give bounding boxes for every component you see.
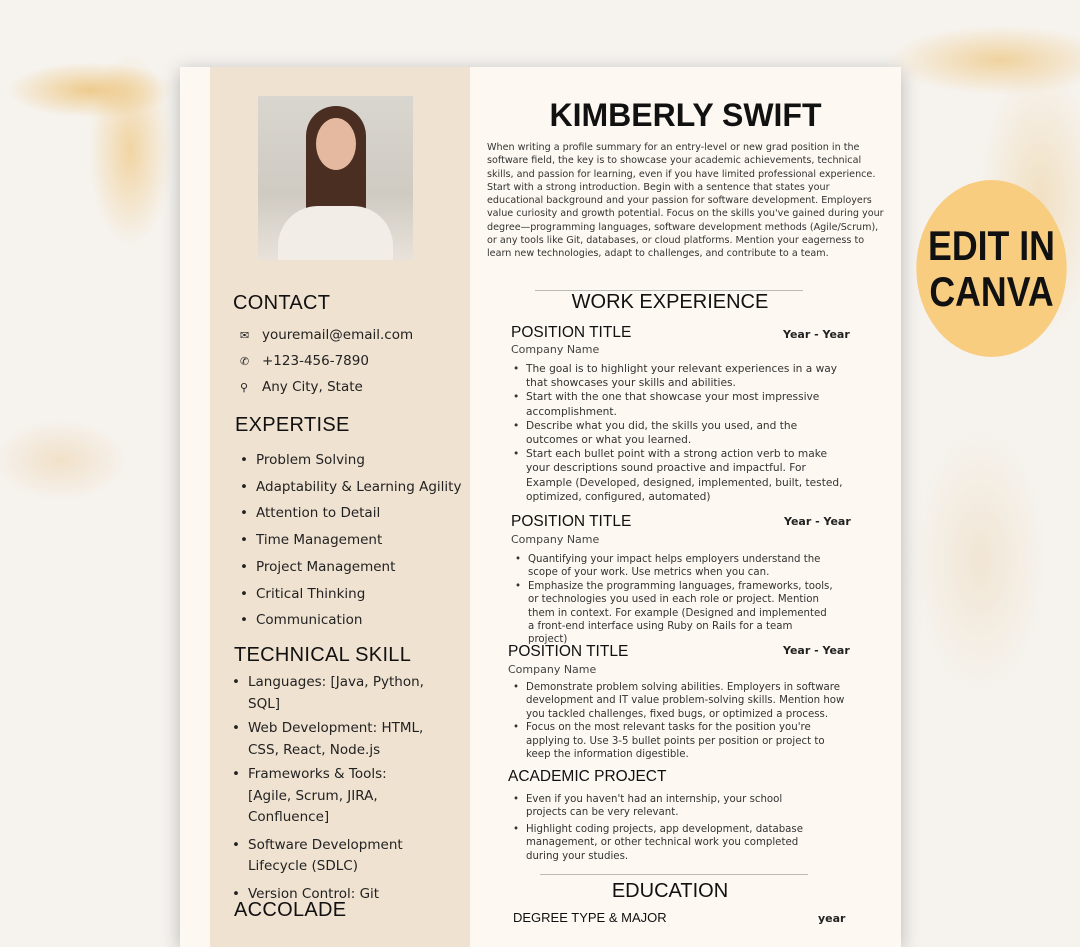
job-bullets xyxy=(511,681,846,761)
contact-email: youremail@email.com xyxy=(262,327,414,343)
profile-photo xyxy=(258,96,413,260)
location-pin-icon: ⚲ xyxy=(240,381,249,394)
technical-skill-heading: TECHNICAL SKILL xyxy=(234,644,412,666)
education-heading: EDUCATION xyxy=(611,880,729,902)
edit-in-canva-badge xyxy=(916,180,1066,357)
list-item: • Start each bullet point with a strong action verb to make your descriptions sound proactive and impactful. For Example (Developed, designed, implemented, built, tested, optimized, configured, automated) xyxy=(511,447,851,504)
accolade-heading: ACCOLADE xyxy=(234,899,347,921)
list-item: • Emphasize the programming languages, frameworks, tools, or technologies you used in each role or project. Mention them in context. For example (Designed and implemented a front-end interface using Ruby on Rails for a team project) xyxy=(513,580,833,647)
job-years: Year - Year xyxy=(783,644,850,657)
email-icon: ✉ xyxy=(240,329,250,342)
job-bullets xyxy=(511,362,851,504)
list-item: • Project Management xyxy=(236,554,466,581)
contact-heading: CONTACT xyxy=(233,292,331,314)
project-bullets xyxy=(511,793,811,863)
list-item: • Quantifying your impact helps employers understand the scope of your work. Use metrics when you can. xyxy=(513,553,833,580)
list-item: • Web Development: HTML, CSS, React, Node.js xyxy=(228,718,433,761)
phone-icon: ✆ xyxy=(240,355,250,368)
list-item: • Focus on the most relevant tasks for the position you're applying to. Use 3-5 bullet points per position or project to keep the information digestible. xyxy=(511,721,846,761)
job-title: POSITION TITLE xyxy=(508,643,629,660)
job-years: Year - Year xyxy=(783,328,850,341)
education-year: year xyxy=(818,912,846,925)
work-experience-heading: WORK EXPERIENCE xyxy=(571,291,769,313)
list-item: • Frameworks & Tools: [Agile, Scrum, JIRA, Confluence] xyxy=(228,764,433,829)
list-item: • Problem Solving xyxy=(236,447,466,474)
list-item: • Adaptability & Learning Agility xyxy=(236,474,466,501)
job-title: POSITION TITLE xyxy=(511,324,632,341)
list-item: • Communication xyxy=(236,607,466,634)
job-bullets xyxy=(513,553,833,647)
list-item: • Languages: [Java, Python, SQL] xyxy=(228,672,433,715)
list-item: • Even if you haven't had an internship, your school projects can be very relevant. xyxy=(511,793,811,820)
company-name: Company Name xyxy=(508,663,597,676)
list-item: • Time Management xyxy=(236,527,466,554)
company-name: Company Name xyxy=(511,343,600,356)
list-item: • Attention to Detail xyxy=(236,500,466,527)
badge-line-1: EDIT IN xyxy=(928,221,1055,269)
job-years: Year - Year xyxy=(784,515,851,528)
list-item: • Critical Thinking xyxy=(236,581,466,608)
expertise-list xyxy=(236,447,466,634)
contact-location: Any City, State xyxy=(262,379,363,395)
contact-phone: +123-456-7890 xyxy=(262,353,369,369)
divider xyxy=(540,874,808,875)
badge-line-2: CANVA xyxy=(929,267,1054,315)
job-title: POSITION TITLE xyxy=(511,513,632,530)
list-item: • Version Control: Git xyxy=(228,884,433,906)
technical-skill-list xyxy=(228,672,433,905)
list-item: • Software Development Lifecycle (SDLC) xyxy=(228,835,433,878)
list-item: • Highlight coding projects, app development, database management, or other technical work you completed during your studies. xyxy=(511,823,811,863)
list-item: • The goal is to highlight your relevant experiences in a way that showcases your skills and abilities. xyxy=(511,362,851,390)
list-item: • Demonstrate problem solving abilities. Employers in software development and IT value problem-solving skills. Mention how you tackled challenges, fixed bugs, or optimized a process. xyxy=(511,681,846,721)
list-item: • Start with the one that showcase your most impressive accomplishment. xyxy=(511,390,851,418)
candidate-name: KIMBERLY SWIFT xyxy=(549,97,822,133)
list-item: • Describe what you did, the skills you used, and the outcomes or what you learned. xyxy=(511,419,851,447)
resume-page xyxy=(180,67,901,947)
expertise-heading: EXPERTISE xyxy=(235,414,350,436)
profile-summary: When writing a profile summary for an entry-level or new grad position in the software field, the key is to showcase your academic achievements, technical skills, and passion for learning, even if you have limited professional experience. Start with a strong introduction. Begin with a sentence that states your educational background and your passion for software development. Employers value curiosity and growth potential. Focus on the skills you've gained during your degree—programming languages, software development methods (Agile/Scrum), or any tools like Git, databases, or cloud platforms. Mention your eagerness to learn new technologies, adapt to challenges, and contribute to a team. xyxy=(487,142,884,260)
degree: DEGREE TYPE & MAJOR xyxy=(513,910,667,925)
academic-project-heading: ACADEMIC PROJECT xyxy=(508,768,667,785)
company-name: Company Name xyxy=(511,533,600,546)
